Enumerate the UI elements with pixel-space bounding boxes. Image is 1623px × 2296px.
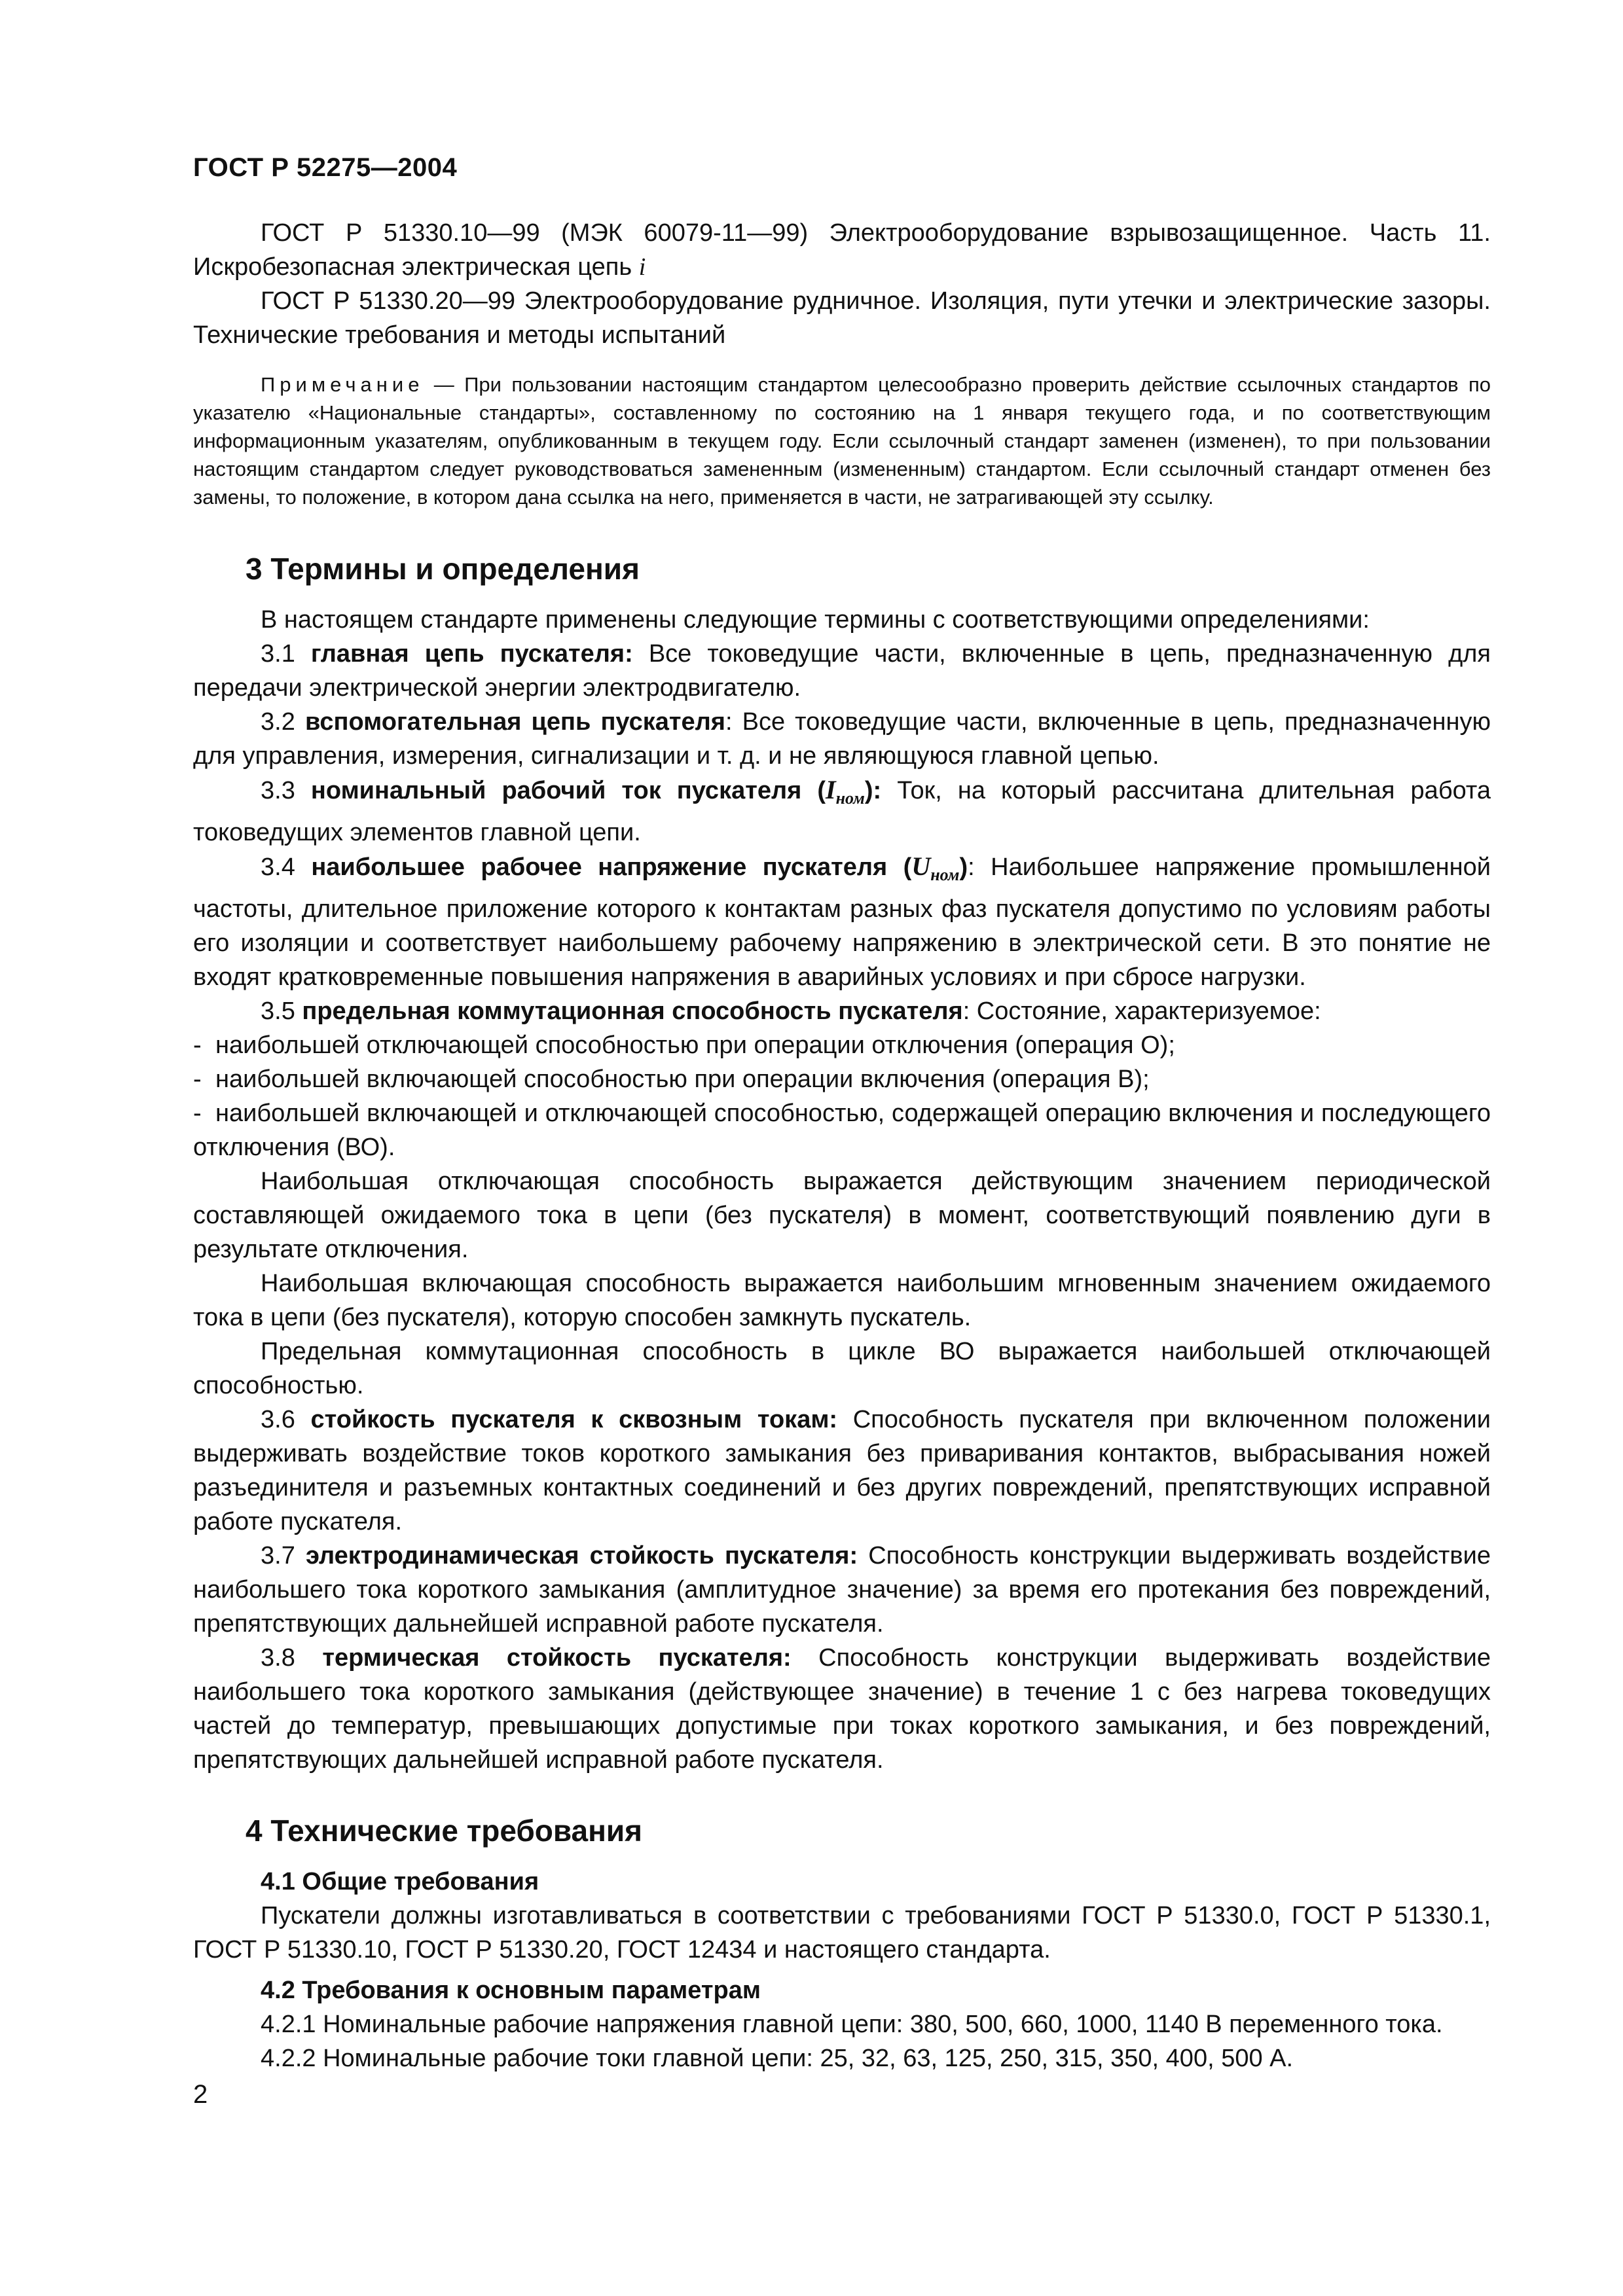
reference-gost-51330-10: ГОСТ Р 51330.10—99 (МЭК 60079-11—99) Электрооборудование взрывозащищенное. Часть 11. Искробезопасная электрическая цепь i	[193, 219, 1491, 281]
term-3-7: 3.7 электродинамическая стойкость пускателя: Способность конструкции выдерживать воздействие наибольшего тока короткого замыкания (амплитудное значение) за время его протекания без повреждений, препятствующих дальнейшей исправной работе пускателя.	[193, 1542, 1491, 1638]
note-label: Примечание	[261, 373, 424, 396]
term-3-4-name: наибольшее рабочее напряжение пускателя (	[311, 853, 912, 881]
term-3-2-name: вспомогательная цепь пускателя	[304, 708, 725, 736]
note-paragraph	[193, 370, 1491, 511]
subsection-4-1-heading: 4.1 Общие требования	[261, 1868, 539, 1895]
page-number: 2	[193, 2080, 208, 2109]
term-3-4: 3.4 наибольшее рабочее напряжение пускателя $(U_{ном})$: Наибольшее напряжение промышленной частоты, длительное приложение которого к контактам разных фаз пускателя допустимо по условиям работы его изоляции и соответствует наибольшему рабочему напряжению в электрической сети. В это понятие не входят кратковременные повышения напряжения в аварийных условиях и при сбросе нагрузки.	[193, 852, 1491, 991]
clause-4-2-2: 4.2.2 Номинальные рабочие токи главной цепи: 25, 32, 63, 125, 250, 315, 350, 400, 500 А.	[261, 2045, 1294, 2072]
term-3-6: 3.6 стойкость пускателя к сквозным токам: Способность пускателя при включенном положении выдерживать воздействие токов короткого замыкания без приваривания контактов, выбрасывания ножей разъединителя и разъемных контактных соединений и без других повреждений, препятствующих исправной работе пускателя.	[193, 1406, 1491, 1535]
term-3-5-paragraph: Предельная коммутационная способность в цикле ВО выражается наибольшей отключающей способностью.	[193, 1338, 1491, 1399]
section-3-intro: В настоящем стандарте применены следующие термины с соответствующими определениями:	[261, 606, 1370, 634]
voltage-symbol: U	[911, 852, 931, 881]
term-3-6-name: стойкость пускателя к сквозным токам:	[310, 1406, 838, 1433]
section-4-heading: 4 Технические требования	[246, 1814, 642, 1848]
section-3-heading: 3 Термины и определения	[246, 552, 640, 586]
term-3-5-paragraph: Наибольшая включающая способность выражается наибольшим мгновенным значением ожидаемого тока в цепи (без пускателя), которую способен замкнуть пускатель.	[193, 1270, 1491, 1331]
current-subscript: ном	[835, 789, 865, 808]
term-3-7-name: электродинамическая стойкость пускателя:	[305, 1542, 858, 1570]
term-3-5: 3.5 предельная коммутационная способность пускателя: Состояние, характеризуемое:	[261, 997, 1321, 1025]
term-3-5-item: - наибольшей включающей и отключающей способностью, содержащей операцию включения и последующего отключения (ВО).	[193, 1100, 1491, 1161]
term-3-2: 3.2 вспомогательная цепь пускателя: Все токоведущие части, включенные в цепь, предназначенную для управления, измерения, сигнализации и т. д. и не являющуюся главной цепью.	[193, 708, 1491, 770]
clause-4-2-1: 4.2.1 Номинальные рабочие напряжения главной цепи: 380, 500, 660, 1000, 1140 В переменного тока.	[261, 2011, 1443, 2038]
voltage-subscript: ном	[930, 865, 960, 884]
current-symbol: I	[826, 775, 836, 804]
subsection-4-2-heading: 4.2 Требования к основным параметрам	[261, 1977, 761, 2004]
term-3-8: 3.8 термическая стойкость пускателя: Способность конструкции выдерживать воздействие наибольшего тока короткого замыкания (действующее значение) в течение 1 с без нагрева токоведущих частей до температур, превышающих допустимые при токах короткого замыкания, и без повреждений, препятствующих дальнейшей исправной работе пускателя.	[193, 1644, 1491, 1774]
term-3-5-item: - наибольшей отключающей способностью при операции отключения (операция О);	[193, 1031, 1175, 1059]
note-text: — При пользовании настоящим стандартом целесообразно проверить действие ссылочных стандартов по указателю «Национальные стандарты», составленному по состоянию на 1 января текущего года, и по соответствующим информационным указателям, опубликованным в текущем году. Если ссылочный стандарт заменен (изменен), то при пользовании настоящим стандартом следует руководствоваться замененным (измененным) стандартом. Если ссылочный стандарт отменен без замены, то положение, в котором дана ссылка на него, применяется в части, не затрагивающей эту ссылку.	[193, 373, 1491, 509]
subsection-4-1-text: Пускатели должны изготавливаться в соответствии с требованиями ГОСТ Р 51330.0, ГОСТ Р 51330.1, ГОСТ Р 51330.10, ГОСТ Р 51330.20, ГОСТ 12434 и настоящего стандарта.	[193, 1902, 1491, 1964]
term-3-3: 3.3 номинальный рабочий ток пускателя $(I_{ном})$: Ток, на который рассчитана длительная работа токоведущих элементов главной цепи.	[193, 775, 1491, 846]
term-3-3-name: номинальный рабочий ток пускателя (	[310, 777, 826, 804]
term-3-8-name: термическая стойкость пускателя:	[322, 1644, 792, 1672]
term-3-1-name: главная цепь пускателя:	[310, 640, 633, 668]
term-3-5-paragraph: Наибольшая отключающая способность выражается действующим значением периодической составляющей ожидаемого тока в цепи (без пускателя) в момент, соответствующий появлению дуги в результате отключения.	[193, 1168, 1491, 1263]
page-body	[193, 216, 1491, 2075]
running-header: ГОСТ Р 52275—2004	[193, 153, 458, 182]
term-3-5-name: предельная коммутационная способность пускателя	[302, 997, 963, 1025]
reference-gost-51330-20: ГОСТ Р 51330.20—99 Электрооборудование рудничное. Изоляция, пути утечки и электрические зазоры. Технические требования и методы испытаний	[193, 287, 1491, 349]
term-3-1: 3.1 главная цепь пускателя: Все токоведущие части, включенные в цепь, предназначенную для передачи электрической энергии электродвигателю.	[193, 640, 1491, 702]
term-3-5-item: - наибольшей включающей способностью при операции включения (операция В);	[193, 1066, 1150, 1093]
circuit-symbol: i	[638, 253, 646, 281]
